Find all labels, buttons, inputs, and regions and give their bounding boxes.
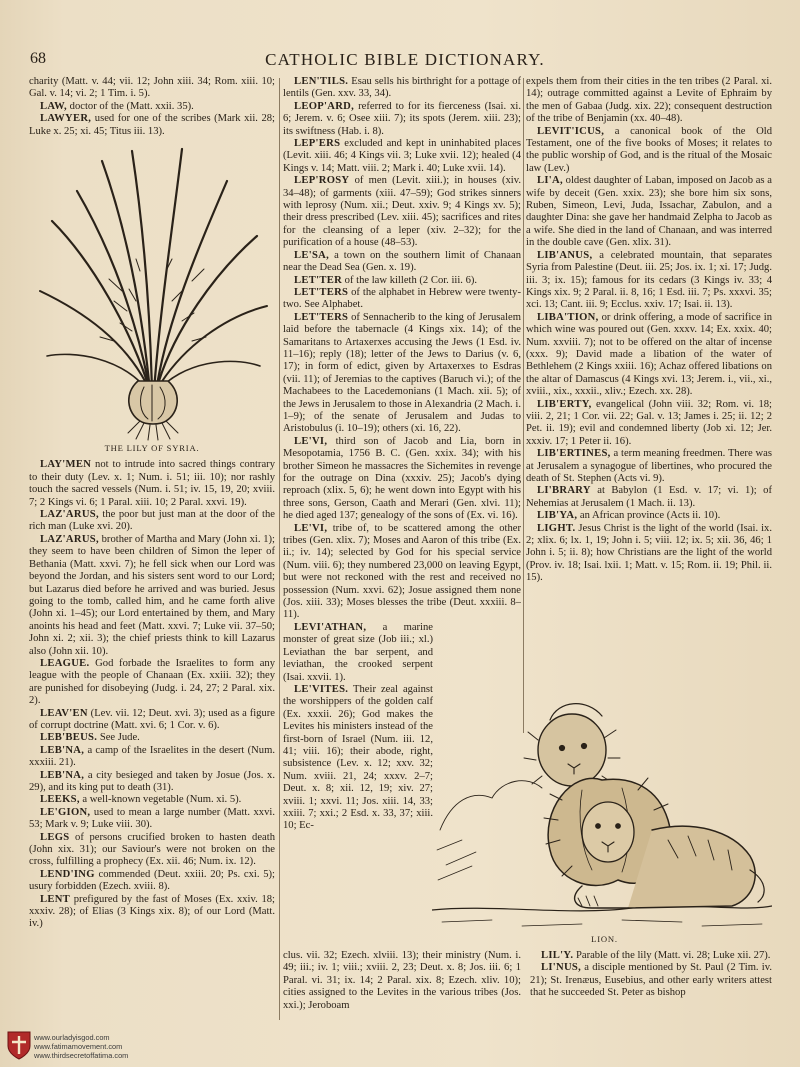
dictionary-entry <box>29 534 275 658</box>
entry-text: a marine monster of great size (Job iii.; xl.) Leviathan the bar serpent, and leviathan, the crooked serpent (Isai. xxvii. 1). <box>283 621 433 683</box>
headword: LET'TERS <box>294 311 349 323</box>
dictionary-entry <box>29 770 275 795</box>
dictionary-entry <box>283 622 433 684</box>
entry-text: a celebrated mountain, that separates Syria from Palestine (Deut. iii. 25; Jos. ix. 1; xi. 17; Judg. iii. 3; ix. 15); famous for its cedars (3 Kings iv. 33; 4 Kings xix. 9; 2 Paral. ii. 8, 16; 1 Esd. iii. 7; Ps. xxxvi. 35; xci. 13; Cant. iii. 9; Ecclus. xxiv. 17; Isai. ii. 13). <box>526 249 772 311</box>
dictionary-entry <box>29 658 275 708</box>
entry-text: third son of Jacob and Lia, born in Mesopotamia, 1756 B. C. (Gen. xxix. 34); with his brother Simeon he massacres the Sichemites in revenge for the outrage on Dina (xxxiv. 25); Jacob's dying reproach (xlix. 5, 6); he went down into Egypt with his three sons, Gerson, Caath and Merari (Gen. xlvi. 11); he died aged 137; genealogy of the sons of (Ex. vi. 16). <box>283 435 521 522</box>
headword: LEB'BEUS. <box>40 732 98 744</box>
dictionary-entry <box>526 399 772 449</box>
entry-text: of the alphabet in Hebrew were twenty-two. See Alphabet. <box>283 286 521 311</box>
cross-shield-icon <box>6 1030 32 1060</box>
lion-figure <box>432 680 772 950</box>
headword: LEVI'ATHAN, <box>294 621 367 633</box>
headword: LEB'NA, <box>40 744 85 756</box>
headword: LE'VI, <box>294 522 328 534</box>
entry-text: a camp of the Israelites in the desert (Num. xxxiii. 21). <box>29 744 275 769</box>
entry-text: prefigured by the fast of Moses (Ex. xxiv. 18; xxxiv. 28); of Elias (3 Kings xix. 8); of our Lord (Matt. iv.) <box>29 893 275 930</box>
dictionary-entry <box>283 312 521 436</box>
entry-text: a city besieged and taken by Josue (Jos. x. 29), and its king put to death (31). <box>29 769 275 793</box>
entry-text: an African province (Acts ii. 10). <box>577 510 721 522</box>
entry-list <box>526 126 772 585</box>
dictionary-entry <box>29 732 275 744</box>
headword: LIGHT. <box>537 522 576 534</box>
entry-text: God forbade the Israelites to form any league with the people of Chanaan (Ex. xxiii. 32); they are punished for disobeying (Judg. i. 24, 27; 2 Paral. xix. 2). <box>29 657 275 707</box>
figure-caption: THE LILY OF SYRIA. <box>104 443 200 454</box>
headword: LEVIT'ICUS, <box>537 125 605 137</box>
headword: LEEKS, <box>40 794 80 806</box>
headword: LIL'Y. <box>541 950 574 961</box>
entry-text: tribe of, to be scattered among the other tribes (Gen. xlix. 7); Moses and Aaron of this tribe (Ex. ii.; iv. 14); selected by God for his special service (Num. viii. 6); they numbered 23,000 on leaving Egypt, but were not reckoned with the rest and received no possession (Num. xxvi. 62); Josue assigned them none (Jos. xiii. 33); Moses blesses the tribe (Deut. xxxiii. 8–11). <box>283 522 521 621</box>
headword: LIB'ERTINES, <box>537 448 611 460</box>
headword: LEAGUE. <box>40 657 90 669</box>
entry-list-narrow <box>283 622 433 833</box>
dictionary-entry <box>526 448 772 485</box>
dictionary-entry <box>29 807 275 832</box>
headword: LEP'ERS <box>294 138 341 150</box>
entry-text: of the law killeth (2 Cor. iii. 6). <box>342 274 478 286</box>
headword: LET'TERS <box>294 286 349 298</box>
footer-link[interactable]: www.ourladyisgod.com <box>34 1033 110 1042</box>
dictionary-entry <box>283 175 521 249</box>
headword: LAW, <box>40 100 68 112</box>
dictionary-entry <box>526 126 772 176</box>
entry-text: evangelical (John viii. 32; Rom. vi. 18; viii. 2, 21; 1 Cor. vii. 22; Gal. v. 13; James i. 25; ii. 12; 2 Pet. ii. 19); evil and condemned liberty (Job xi. 12; Jer. xxxiv. 17; 1 Peter ii. 16). <box>526 398 772 447</box>
page-number: 68 <box>30 50 46 67</box>
dictionary-entry <box>526 250 772 312</box>
dictionary-entry <box>526 175 772 249</box>
headword: LEB'NA, <box>40 769 85 781</box>
column-rule <box>279 78 280 1020</box>
headword: LEND'ING <box>40 868 95 880</box>
headword: LIB'YA, <box>537 510 578 522</box>
entry-text: Esau sells his birthright for a pottage of lentils (Gen. xxv. 33, 34). <box>283 76 521 100</box>
headword: LAZ'ARUS, <box>40 533 99 545</box>
column-3 <box>526 76 772 585</box>
column-3-bottom <box>530 950 772 1000</box>
headword: LAWYER, <box>40 113 92 125</box>
lily-figure <box>29 141 275 454</box>
headword: LIB'ANUS, <box>537 249 593 261</box>
entry-text: of Sennacherib to the king of Jerusalem laid before the tabernacle (4 Kings xix. 14); of the Samaritans to Artaxerxes accusing the Jews (1 Esd. iv. 11–16); reply (18); letter of the Jews to Darius (v. 6, 17); in form of edict, given by Artaxerxes to Esdras (vii. 11); of Jeremias to the captives (Baruch vi.); of the Machabees to the Lacedemonians (1 Mach. xii. 5); of the Jews in Jerusalem to those in Alexandria (2 Mach. i. 1–9); of the senate of Jerusalem and Judas to Aristobulus (i. 10–19); others (xi. 16, 22). <box>283 311 521 435</box>
entry-text: Their zeal against the worshippers of the golden calf (Ex. xxxii. 26); God makes the Levites his ministers instead of the first-born of Israel (Num. iii. 12, 41; viii. 16); their abode, right, subsistence (Lev. x. 12; xxv. 32; Num. xviii. 21, 24; xxxv. 2–7; Deut. x. 8; xii. 12, 19; xiv. 27; xviii. 1; xxvi. 11; Jos. xiii. 14, 33; xxiii. 7; xxi.; 2 Esd. x. 33, 37; xiii. 10; Ec- <box>283 683 433 832</box>
figure-caption: LION. <box>591 934 618 944</box>
dictionary-entry <box>526 523 772 585</box>
headword: LEN'TILS. <box>294 76 349 87</box>
footer-link[interactable]: www.fatimamovement.com <box>34 1042 123 1051</box>
entry-list <box>283 76 521 622</box>
entry-law <box>29 101 275 113</box>
headword: LEOP'ARD, <box>294 100 355 112</box>
footer-link[interactable]: www.thirdsecretoffatima.com <box>34 1051 129 1060</box>
headword: LE'VITES. <box>294 683 349 695</box>
entry-text: not to intrude into sacred things contrary to their duty (Lev. x. 1; Num. i. 51; iii. 10); nor rashly touch the sacred vessels (Num. i. 51; iv. 15, 19, 20; xviii. 7; 2 Kings vi. 6; 1 Paral. xiii. 10; 2 Paral. xxvi. 19). <box>29 459 275 508</box>
dictionary-entry <box>29 509 275 534</box>
entry-text: of men (Levit. xiii.); in houses (xiv. 34–48); of garments (xiii. 47–59); God strikes sinners with leprosy (Num. xii.; Deut. xxiv. 9; 4 Kings xv. 5); their dress prescribed (Lev. xiii. 45); sacrifices and rites for the cleansing of a leper (xiv. 2–32); for the purification of a house (48–53). <box>283 175 521 249</box>
entry-text: of persons crucified broken to hasten death (John xix. 31); our Saviour's were not broken on the cross, fulfilling a prophecy (Ex. xii. 46; Num. ix. 12). <box>29 831 275 868</box>
headword: LI'BRARY <box>537 485 591 497</box>
entry-text: a town on the southern limit of Chanaan near the Dead Sea (Gen. x. 19). <box>283 249 521 274</box>
entry-text: brother of Martha and Mary (John xi. 1); they seem to have been children of Simon the leper of Bethania (Matt. xxvi. 7); he fell sick when our Lord was beyond the Jordan, and his sisters sent word to our Lord; but Lazarus died before he arrived and was buried. Jesus going to the tomb, called him, and he came forth alive (John xi. 1–45); our Lord entertained by them, and Mary anoints his head and feet (Matt. xxvi. 7; Luke vii. 37–50; John xi. 2; xii. 3); the chief priests think to kill Lazarus also (John xii. 10). <box>29 533 275 657</box>
entry-text: a disciple mentioned by St. Paul (2 Tim. iv. 21); St. Irenæus, Eusebius, and other early writers attest that he succeeded St. Peter as bishop <box>530 962 772 999</box>
dictionary-entry <box>283 138 521 175</box>
dictionary-entry <box>526 485 772 510</box>
headword: LEAV'EN <box>40 707 88 719</box>
column-2-bottom <box>283 950 521 1012</box>
entry-list <box>29 459 275 930</box>
page-header <box>30 50 780 72</box>
entry-text: or drink offering, a mode of sacrifice in which wine was poured out (Gen. xxxv. 14; Ex. xxix. 40; Num. xxviii. 7); not to be offered on the altar of incense (xxx. 9); David made a libation of the water of Bethlehem (2 Kings xxiii. 16); Achaz offered libations on the altar of Damascus (4 Kings xvi. 13; Jerem. i., vii., xi., xviii., xix., xxxii., xliv.; Ezech. xx. 28). <box>526 311 772 398</box>
headword: LE'VI, <box>294 435 328 447</box>
entry-text: a canonical book of the Old Testament, one of the five books of Moses; it relates to the public worship of God, and is the ritual of the Mosaic law (Lev.) <box>526 125 772 174</box>
dictionary-entry <box>530 962 772 999</box>
headword: LIB'ERTY, <box>537 398 592 410</box>
headword: LE'SA, <box>294 249 330 261</box>
entry-text: used to mean a large number (Matt. xxvi. 53; Mark v. 9; Luke viii. 30). <box>29 806 275 831</box>
footer-links <box>34 1033 128 1060</box>
headword: LAZ'ARUS, <box>40 509 99 521</box>
entry-list <box>530 950 772 1000</box>
dictionary-entry <box>526 510 772 522</box>
entry-continuation: charity (Matt. v. 44; vii. 12; John xiii. 34; Rom. xiii. 10; Gal. v. 14; vi. 2; 1 Tim. i. 5). <box>29 76 275 100</box>
dictionary-entry <box>29 832 275 869</box>
dictionary-entry <box>283 101 521 138</box>
headword: LEGS <box>40 831 70 843</box>
dictionary-entry <box>283 436 521 523</box>
headword: LET'TER <box>294 274 343 286</box>
headword: LENT <box>40 893 71 905</box>
entry-continuation: expels them from their cities in the ten tribes (2 Paral. xi. 14); outrage committed against a Levite of Ephraim by the men of Gabaa (Judg. xix. 22); consequent destruction of the tribe of Benjamin (xx. 40–48). <box>526 76 772 125</box>
headword: LI'NUS, <box>541 962 582 974</box>
entry-text: Parable of the lily (Matt. vi. 28; Luke xii. 27). <box>573 950 771 961</box>
dictionary-entry <box>283 76 521 101</box>
dictionary-entry <box>29 894 275 931</box>
dictionary-entry <box>283 523 521 622</box>
dictionary-entry <box>283 275 521 287</box>
dictionary-entry <box>530 950 772 962</box>
dictionary-entry <box>283 684 433 833</box>
dictionary-entry <box>526 312 772 399</box>
headword: LEP'ROSY <box>294 175 350 187</box>
running-title: CATHOLIC BIBLE DICTIONARY. <box>265 50 545 69</box>
entry-text: oldest daughter of Laban, imposed on Jacob as a wife by deceit (Gen. xxix. 23); she bore him six sons, Ruben, Simeon, Levi, Juda, Issachar, Zabulon, and a daughter Dina: she gave her handmaid Zelpha to Jacob as a wife. She died in the land of Chanaan, and was interred in the double cave (Gen. xlix. 31). <box>526 175 772 249</box>
headword: LIBA'TION, <box>537 311 599 323</box>
dictionary-entry <box>29 708 275 733</box>
dictionary-entry <box>29 745 275 770</box>
column-rule <box>523 78 524 733</box>
headword: LAY'MEN <box>40 459 92 471</box>
lily-illustration <box>32 141 272 441</box>
entry-text: a well-known vegetable (Num. xi. 5). <box>79 794 242 806</box>
headword: LE'GION, <box>40 806 91 818</box>
dictionary-entry <box>29 794 275 806</box>
entry-lawyer <box>29 113 275 138</box>
dictionary-entry <box>283 250 521 275</box>
entry-text: a term meaning freedmen. There was at Jerusalem a synagogue of libertines, who procured the death of St. Stephen (Acts vi. 9). <box>526 448 772 484</box>
headword: LI'A, <box>537 175 563 187</box>
dictionary-entry <box>29 459 275 509</box>
entry-text: commended (Deut. xxiii. 20; Ps. cxi. 5); usury forbidden (Ezech. xviii. 8). <box>29 868 275 893</box>
entry-text: (Lev. vii. 12; Deut. xvi. 3); used as a figure of corrupt doctrine (Matt. xvi. 6; 1 Cor. v. 6). <box>29 707 275 731</box>
entry-text: at Babylon (1 Esd. v. 17; vi. 1); of Nehemias at Jerusalem (1 Mach. ii. 13). <box>526 485 772 509</box>
lion-illustration <box>432 680 772 934</box>
dictionary-entry <box>283 287 521 312</box>
entry-text: referred to for its fierceness (Isai. xi. 6; Jerem. v. 6; Osee xiii. 7); its spots (Jerem. xiii. 23); its swiftness (Hab. i. 8). <box>283 100 521 137</box>
entry-text: the poor but just man at the door of the rich man (Luke xvi. 20). <box>29 509 275 533</box>
entry-text: See Jude. <box>97 732 140 744</box>
entry-text: Jesus Christ is the light of the world (Isai. ix. 2; xlix. 6; lx. 1, 19; John i. 5; viii. 12; ix. 5; xii. 36, 46; 1 John i. 5; ii. 8); how Christians are the light of the world (Prov. iv. 18; Isai. lxii. 1; Matt. v. 15; Rom. ii. 19; Phil. ii. 15). <box>526 522 772 584</box>
entry-text: doctor of the (Matt. xxii. 35). <box>67 100 194 112</box>
entry-text: used for one of the scribes (Mark xii. 28; Luke x. 25; xi. 45; Titus iii. 13). <box>29 113 275 137</box>
dictionary-entry <box>29 869 275 894</box>
column-1 <box>29 76 275 931</box>
entry-continuation: clus. vii. 32; Ezech. xlviii. 13); their ministry (Num. i. 49; iii.; iv. 1; viii.; xviii. 2, 23; Deut. x. 8; Jos. iii. 6; 1 Paral. vi. 31; ix. 14; 2 Paral. xix. 8; Ezech. xliv. 10); cities assigned to the Levites in the various tribes (Jos. xxi.); Jeroboam <box>283 950 521 1011</box>
entry-text: excluded and kept in uninhabited places (Levit. xiii. 46; 4 Kings vii. 3; Luke xvii. 12); healed (4 Kings v. 14; Matt. viii. 2; Mark i. 40; Luke xvii. 14). <box>283 138 521 174</box>
